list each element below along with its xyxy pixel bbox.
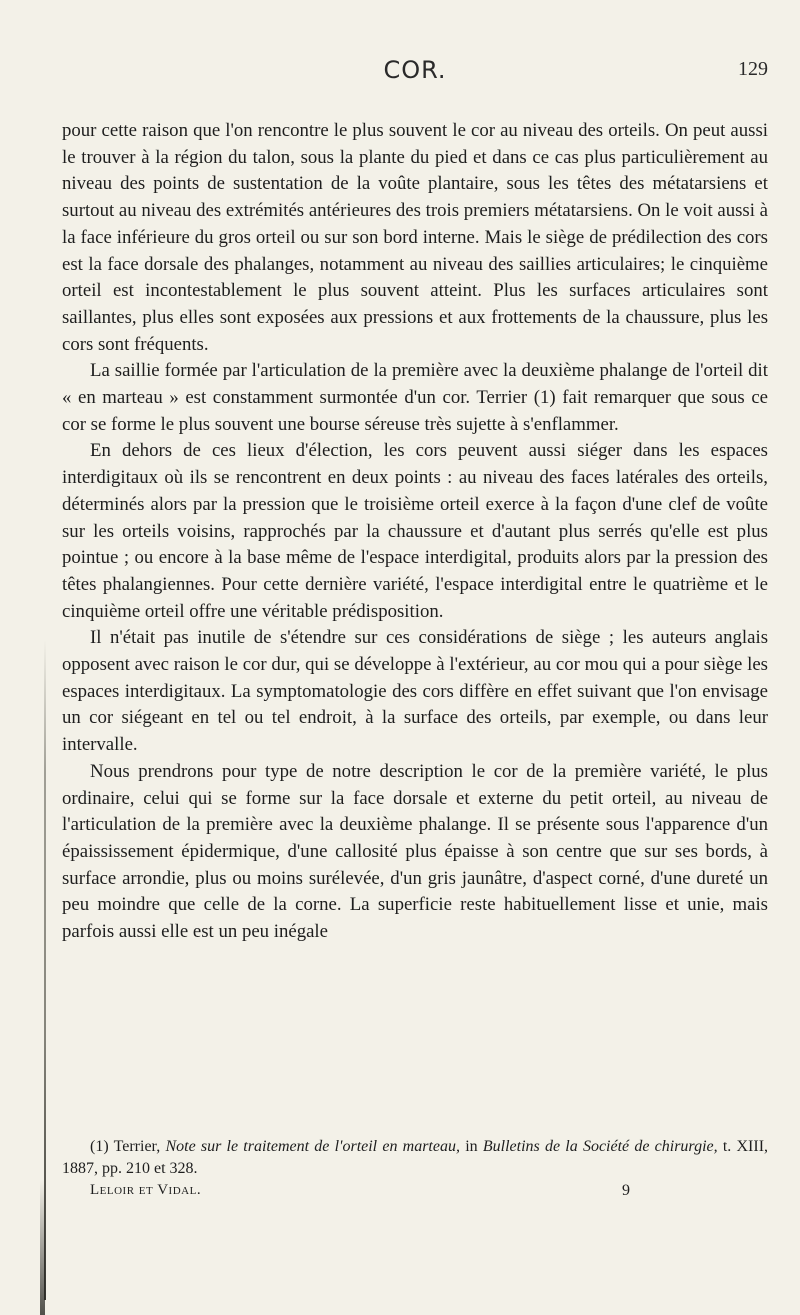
paragraph-3: En dehors de ces lieux d'élection, les cors peuvent aussi siéger dans les espaces interdigitaux où ils se rencontrent en deux points : au niveau des faces latérales des orteils, déterminés alors par la pression que le troisième orteil exerce à la façon d'une clef de voûte sur les orteils voisins, rapprochés par la chaussure et d'autant plus serrés qu'elle est plus pointue ; ou encore à la base même de l'espace interdigital, produits alors par la pression des têtes phalangiennes. Pour cette dernière variété, l'espace interdigital entre le quatrième et le cinquième orteil offre une véritable prédisposition. (62, 440, 768, 622)
page-number: 129 (738, 58, 768, 80)
binding-edge-shadow (40, 1180, 45, 1315)
paragraph-1: pour cette raison que l'on rencontre le plus souvent le cor au niveau des orteils. On peut aussi le trouver à la région du talon, sous la plante du pied et dans ce cas plus particulièrement au niveau des points de sustentation de la voûte plantaire, sous les têtes des métatarsiens et surtout au niveau des extrémités antérieures des trois premiers métatarsiens. On le voit aussi à la face inférieure du gros orteil ou sur son bord interne. Mais le siège de prédilection des cors est la face dorsale des phalanges, notamment au niveau des saillies articulaires; le cinquième orteil est incontestablement le plus souvent atteint. Plus les surfaces articulaires sont saillantes, plus elles sont exposées aux pressions et aux frottements de la chaussure, plus les cors sont fréquents. (62, 120, 768, 355)
paragraph-2: La saillie formée par l'articulation de la première avec la deuxième phalange de l'orteil dit « en marteau » est constamment surmontée d'un cor. Terrier (1) fait remarquer que sous ce cor se forme le plus souvent une bourse séreuse très sujette à s'enflammer. (62, 360, 768, 435)
footnote-title: Note sur le traitement de l'orteil en marteau, (165, 1138, 460, 1155)
footnote-marker: (1) Terrier, (90, 1138, 161, 1155)
footnote-in: in (465, 1138, 478, 1155)
running-head: COR. (383, 56, 447, 84)
paragraph-5: Nous prendrons pour type de notre description le cor de la première variété, le plus ordinaire, celui qui se forme sur la face dorsale et externe du petit orteil, au niveau de l'articulation de la première avec la deuxième phalange. Il se présente sous l'apparence d'un épaississement épidermique, d'une callosité plus épaisse à son centre que sur ses bords, à surface arrondie, plus ou moins surélevée, d'un gris jaunâtre, d'aspect corné, d'une dureté un peu moindre que celle de la corne. La superficie reste habituellement lisse et unie, mais parfois aussi elle est un peu inégale (62, 760, 768, 943)
footnote-text (62, 1136, 768, 1180)
page-header (62, 56, 768, 96)
signature-mark: 9 (622, 1182, 630, 1199)
footnote-journal: Bulletins de la Société de chirurgie, (482, 1138, 718, 1155)
footnote-details: t. XIII, 1887, pp. 210 et 328. (62, 1138, 769, 1177)
footnote (62, 1136, 768, 1180)
body-text (62, 118, 768, 946)
paragraph-4: Il n'était pas inutile de s'étendre sur ces considérations de siège ; les auteurs anglais opposent avec raison le cor dur, qui se développe à l'extérieur, au cor mou qui a pour siège les espaces interdigitaux. La symptomatologie des cors diffère en effet suivant que l'on envisage un cor siégeant en tel ou tel endroit, à la surface des orteils, par exemple, ou dans leur intervalle. (62, 627, 768, 756)
printer-signature: Leloir et Vidal. (90, 1182, 202, 1198)
